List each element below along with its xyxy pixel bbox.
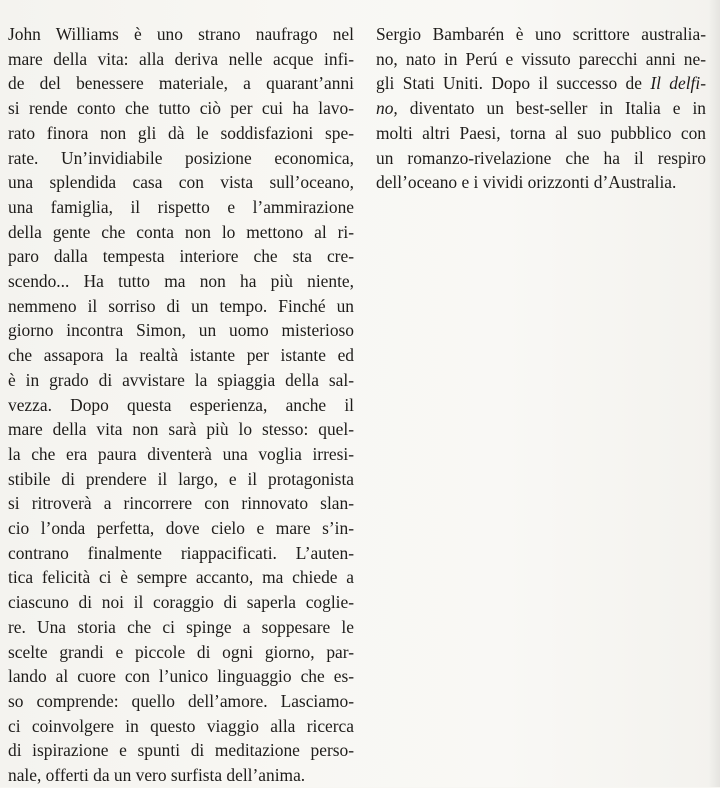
synopsis-line: della gente che conta non lo mettono al ri- [8,221,354,242]
synopsis-line: mare della vita non sarà più lo stesso: quel- [8,419,354,440]
synopsis-line: una splendida casa con vista sull’oceano, [8,172,354,193]
author-bio-line: molti altri Paesi, torna al suo pubblico con [376,122,706,143]
synopsis-line: vezza. Dopo questa esperienza, anche il [8,394,354,415]
synopsis-line: una famiglia, il rispetto e l’ammirazione [8,196,354,217]
book-title-italic: Il delfi- [650,73,706,94]
synopsis-line: è in grado di avvistare la spiaggia della sal- [8,369,354,390]
synopsis-line: nale, offerti da un vero surfista dell’anima. [8,765,306,786]
synopsis-line: rate. Un’invidiabile posizione economica, [8,147,354,168]
synopsis-line: paro dalla tempesta interiore che sta cre- [8,246,354,267]
author-bio-line: Sergio Bambarén è uno scrittore australia- [376,24,706,44]
synopsis-line: tica felicità ci è sempre accanto, ma chiede a [8,567,354,588]
synopsis-line: John Williams è uno strano naufrago nel [8,24,354,44]
synopsis-line: lando al cuore con l’unico linguaggio che es- [8,666,354,687]
author-bio-line: no, nato in Perú e vissuto parecchi anni ne- [376,48,706,69]
synopsis-line: de del benessere materiale, a quarant’anni [8,73,354,94]
author-bio-text: gli Stati Uniti. Dopo il successo de [376,73,642,94]
synopsis-line: scelte grandi e piccole di ogni giorno, par- [8,641,354,662]
synopsis-line: la che era paura diventerà una voglia irresi- [8,443,354,464]
synopsis-line: mare della vita: alla deriva nelle acque infi- [8,48,354,69]
synopsis-line: giorno incontra Simon, un uomo misterioso [8,320,354,341]
synopsis-line: contrano finalmente riappacificati. L’auten- [8,542,354,563]
synopsis-line: scendo... Ha tutto ma non ha più niente, [8,271,354,292]
synopsis-line: ci coinvolgere in questo viaggio alla ricerca [8,715,354,736]
author-bio-line: dell’oceano e i vividi orizzonti d’Australia. [376,172,677,193]
author-bio-line [376,71,706,96]
synopsis-column [8,22,354,788]
synopsis-line: di ispirazione e spunti di meditazione perso- [8,740,354,761]
synopsis-line: si ritroverà a rincorrere con rinnovato slan- [8,493,354,514]
author-bio-line: un romanzo-rivelazione che ha il respiro [376,147,706,168]
author-bio-text: diventato un best-seller in Italia e in [409,98,706,119]
synopsis-line: ciascuno di noi il coraggio di saperla coglie- [8,592,354,613]
book-title-italic: no, [376,98,398,119]
synopsis-line: nemmeno il sorriso di un tempo. Finché un [8,295,354,316]
synopsis-line: re. Una storia che ci spinge a soppesare le [8,616,354,637]
synopsis-line: stibile di prendere il largo, e il protagonista [8,468,354,489]
synopsis-line: rato finora non gli dà le soddisfazioni spe- [8,122,354,143]
synopsis-line: che assapora la realtà istante per istante ed [8,345,354,366]
synopsis-line: si rende conto che tutto ciò per cui ha lavo- [8,98,354,119]
author-bio-column [376,22,706,195]
synopsis-line: so comprende: quello dell’amore. Lasciamo- [8,690,354,711]
synopsis-line: cio l’onda perfetta, dove cielo e mare s’in- [8,518,354,539]
author-bio-line [376,96,706,121]
page-edge-shadow [708,0,720,787]
